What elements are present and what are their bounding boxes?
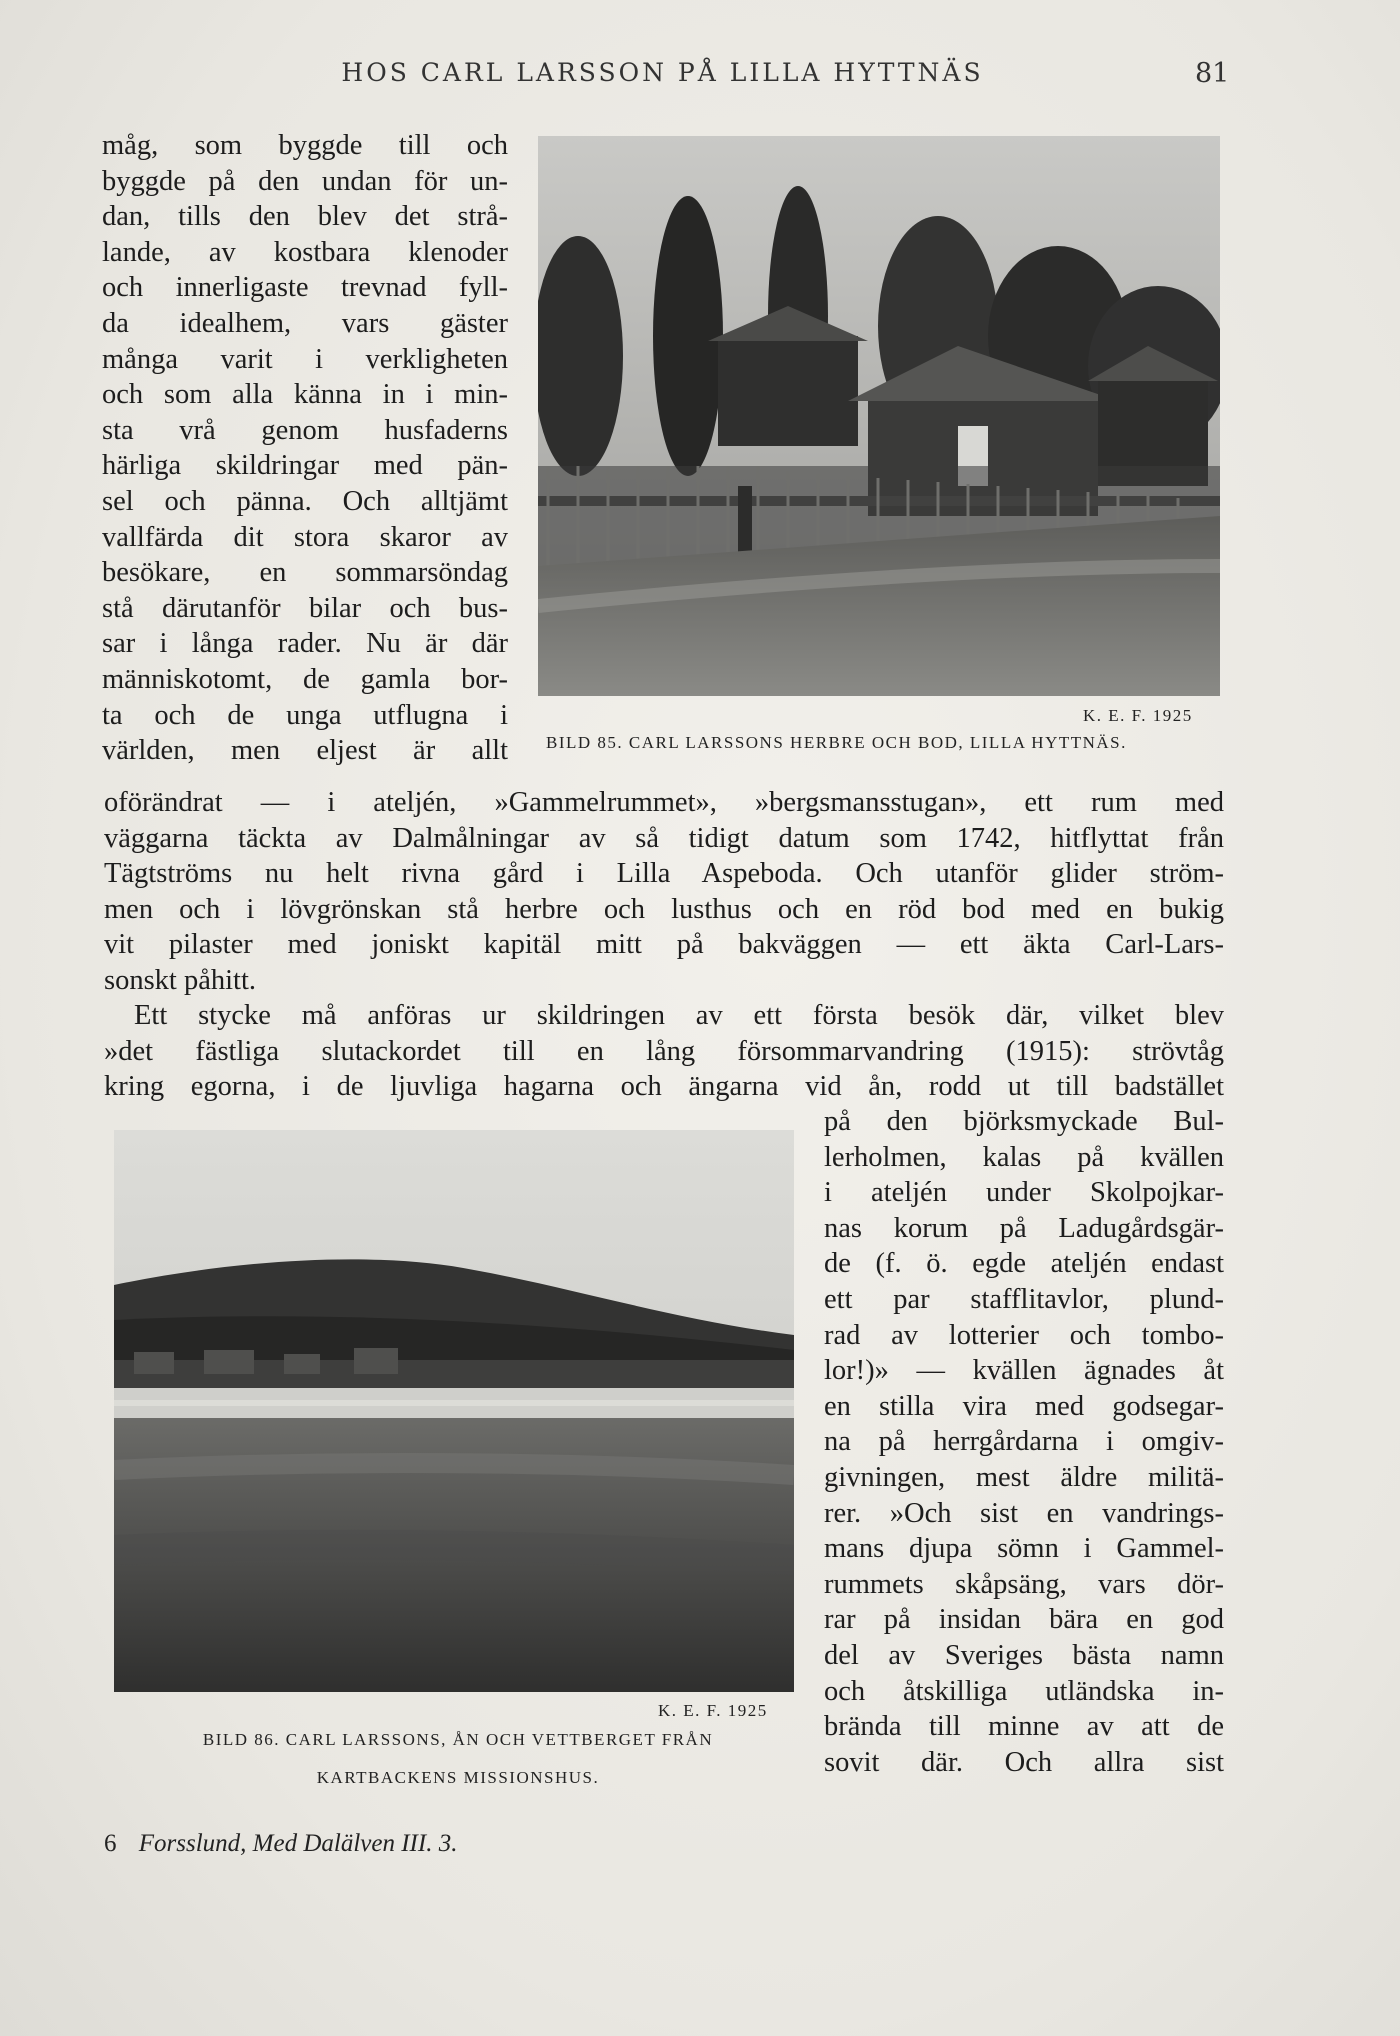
text-line: rer. »Och sist en vandrings- xyxy=(824,1497,1224,1529)
text-line: lande, av kostbara klenoder xyxy=(102,236,508,268)
text-line: rar på insidan bära en god xyxy=(824,1604,1224,1636)
text-line: sonskt påhitt. xyxy=(104,964,257,996)
text-line: härliga skildringar med pän- xyxy=(102,450,508,482)
text-line: de (f. ö. egde ateljén endast xyxy=(824,1248,1224,1280)
text-line: världen, men eljest är allt xyxy=(102,735,508,767)
text-line: sta vrå genom husfaderns xyxy=(102,414,508,446)
text-line: människotomt, de gamla bor- xyxy=(102,663,508,695)
text-line: dan, tills den blev det strå- xyxy=(102,201,508,233)
text-line: Tägtströms nu helt rivna gård i Lilla Aspeboda. Och utanför glider ström- xyxy=(104,858,1224,890)
text-line: »det fästliga slutackordet till en lång försommarvandring (1915): strövtåg xyxy=(104,1035,1224,1067)
text-line: ett par stafflitavlor, plund- xyxy=(824,1283,1224,1315)
text-line: många varit i verkligheten xyxy=(102,343,508,375)
text-line: oförändrat — i ateljén, »Gammelrummet», »bergsmansstugan», ett rum med xyxy=(104,787,1224,818)
photo-herbre-och-bod xyxy=(538,136,1220,696)
text-line: del av Sveriges bästa namn xyxy=(824,1639,1224,1671)
text-line: och som alla känna in i min- xyxy=(102,379,508,411)
left-column-text xyxy=(102,128,508,769)
text-line: besökare, en sommarsöndag xyxy=(102,557,508,589)
text-line: väggarna täckta av Dalmålningar av så tidigt datum som 1742, hitflyttat från xyxy=(104,822,1224,854)
text-line: nas korum på Ladugårdsgär- xyxy=(824,1212,1224,1244)
text-line: ta och de unga utflugna i xyxy=(102,699,508,731)
footer-title: Forsslund, Med Dalälven III. 3. xyxy=(138,1830,458,1857)
text-line: givningen, mest äldre militä- xyxy=(824,1461,1224,1493)
text-line: byggde på den undan för un- xyxy=(102,165,508,197)
text-line: sar i långa rader. Nu är där xyxy=(102,628,508,660)
text-line: lerholmen, kalas på kvällen xyxy=(824,1141,1224,1173)
text-line: vallfärda dit stora skaror av xyxy=(102,521,508,553)
text-line: kring egorna, i de ljuvliga hagarna och ängarna vid ån, rodd ut till badstället xyxy=(104,1071,1224,1103)
text-line: och åtskilliga utländska in- xyxy=(824,1675,1224,1707)
text-line: sovit där. Och allra sist xyxy=(824,1746,1224,1778)
text-line: lor!)» — kvällen ägnades åt xyxy=(824,1355,1224,1387)
page-number: 81 xyxy=(1195,58,1230,89)
figure2-caption-line1: BILD 86. CARL LARSSONS, ÅN OCH VETTBERGET FRÅN xyxy=(202,1730,714,1749)
right-column-text xyxy=(824,1104,1224,1780)
figure1-credit: K. E. F. 1925 xyxy=(1083,706,1193,725)
full-width-paragraph-1 xyxy=(104,785,1224,999)
text-line: rummets skåpsäng, vars dör- xyxy=(824,1568,1224,1600)
text-line: da idealhem, vars gäster xyxy=(102,307,508,339)
text-line: måg, som byggde till och xyxy=(102,130,508,161)
figure2-credit: K. E. F. 1925 xyxy=(658,1701,768,1720)
full-width-paragraph-2 xyxy=(104,998,1224,1105)
figure2-caption-line2: KARTBACKENS MISSIONSHUS. xyxy=(316,1768,600,1787)
text-line: och innerligaste trevnad fyll- xyxy=(102,272,508,304)
running-header: HOS CARL LARSSON PÅ LILLA HYTTNÄS xyxy=(341,58,984,87)
text-line: på den björksmyckade Bul- xyxy=(824,1106,1224,1137)
text-line: men och i lövgrönskan stå herbre och lusthus och en röd bod med en bukig xyxy=(104,893,1224,925)
figure1-caption: BILD 85. CARL LARSSONS HERBRE OCH BOD, LILLA HYTTNÄS. xyxy=(546,733,1127,752)
text-line: en stilla vira med godsegar- xyxy=(824,1390,1224,1422)
text-line: brända till minne av att de xyxy=(824,1711,1224,1743)
text-line: vit pilaster med joniskt kapitäl mitt på bakväggen — ett äkta Carl-Lars- xyxy=(104,929,1224,961)
text-line: i ateljén under Skolpojkar- xyxy=(824,1177,1224,1209)
footer-sheet-number: 6 xyxy=(104,1830,117,1857)
text-line: sel och pänna. Och alltjämt xyxy=(102,485,508,517)
text-line: mans djupa sömn i Gammel- xyxy=(824,1533,1224,1565)
page-footer xyxy=(104,1830,457,1858)
text-line: Ett stycke må anföras ur skildringen av ett första besök där, vilket blev xyxy=(134,1000,1224,1031)
text-line: rad av lotterier och tombo- xyxy=(824,1319,1224,1351)
photo-an-och-vettberget xyxy=(114,1130,794,1692)
text-line: na på herrgårdarna i omgiv- xyxy=(824,1426,1224,1458)
text-line: stå därutanför bilar och bus- xyxy=(102,592,508,624)
